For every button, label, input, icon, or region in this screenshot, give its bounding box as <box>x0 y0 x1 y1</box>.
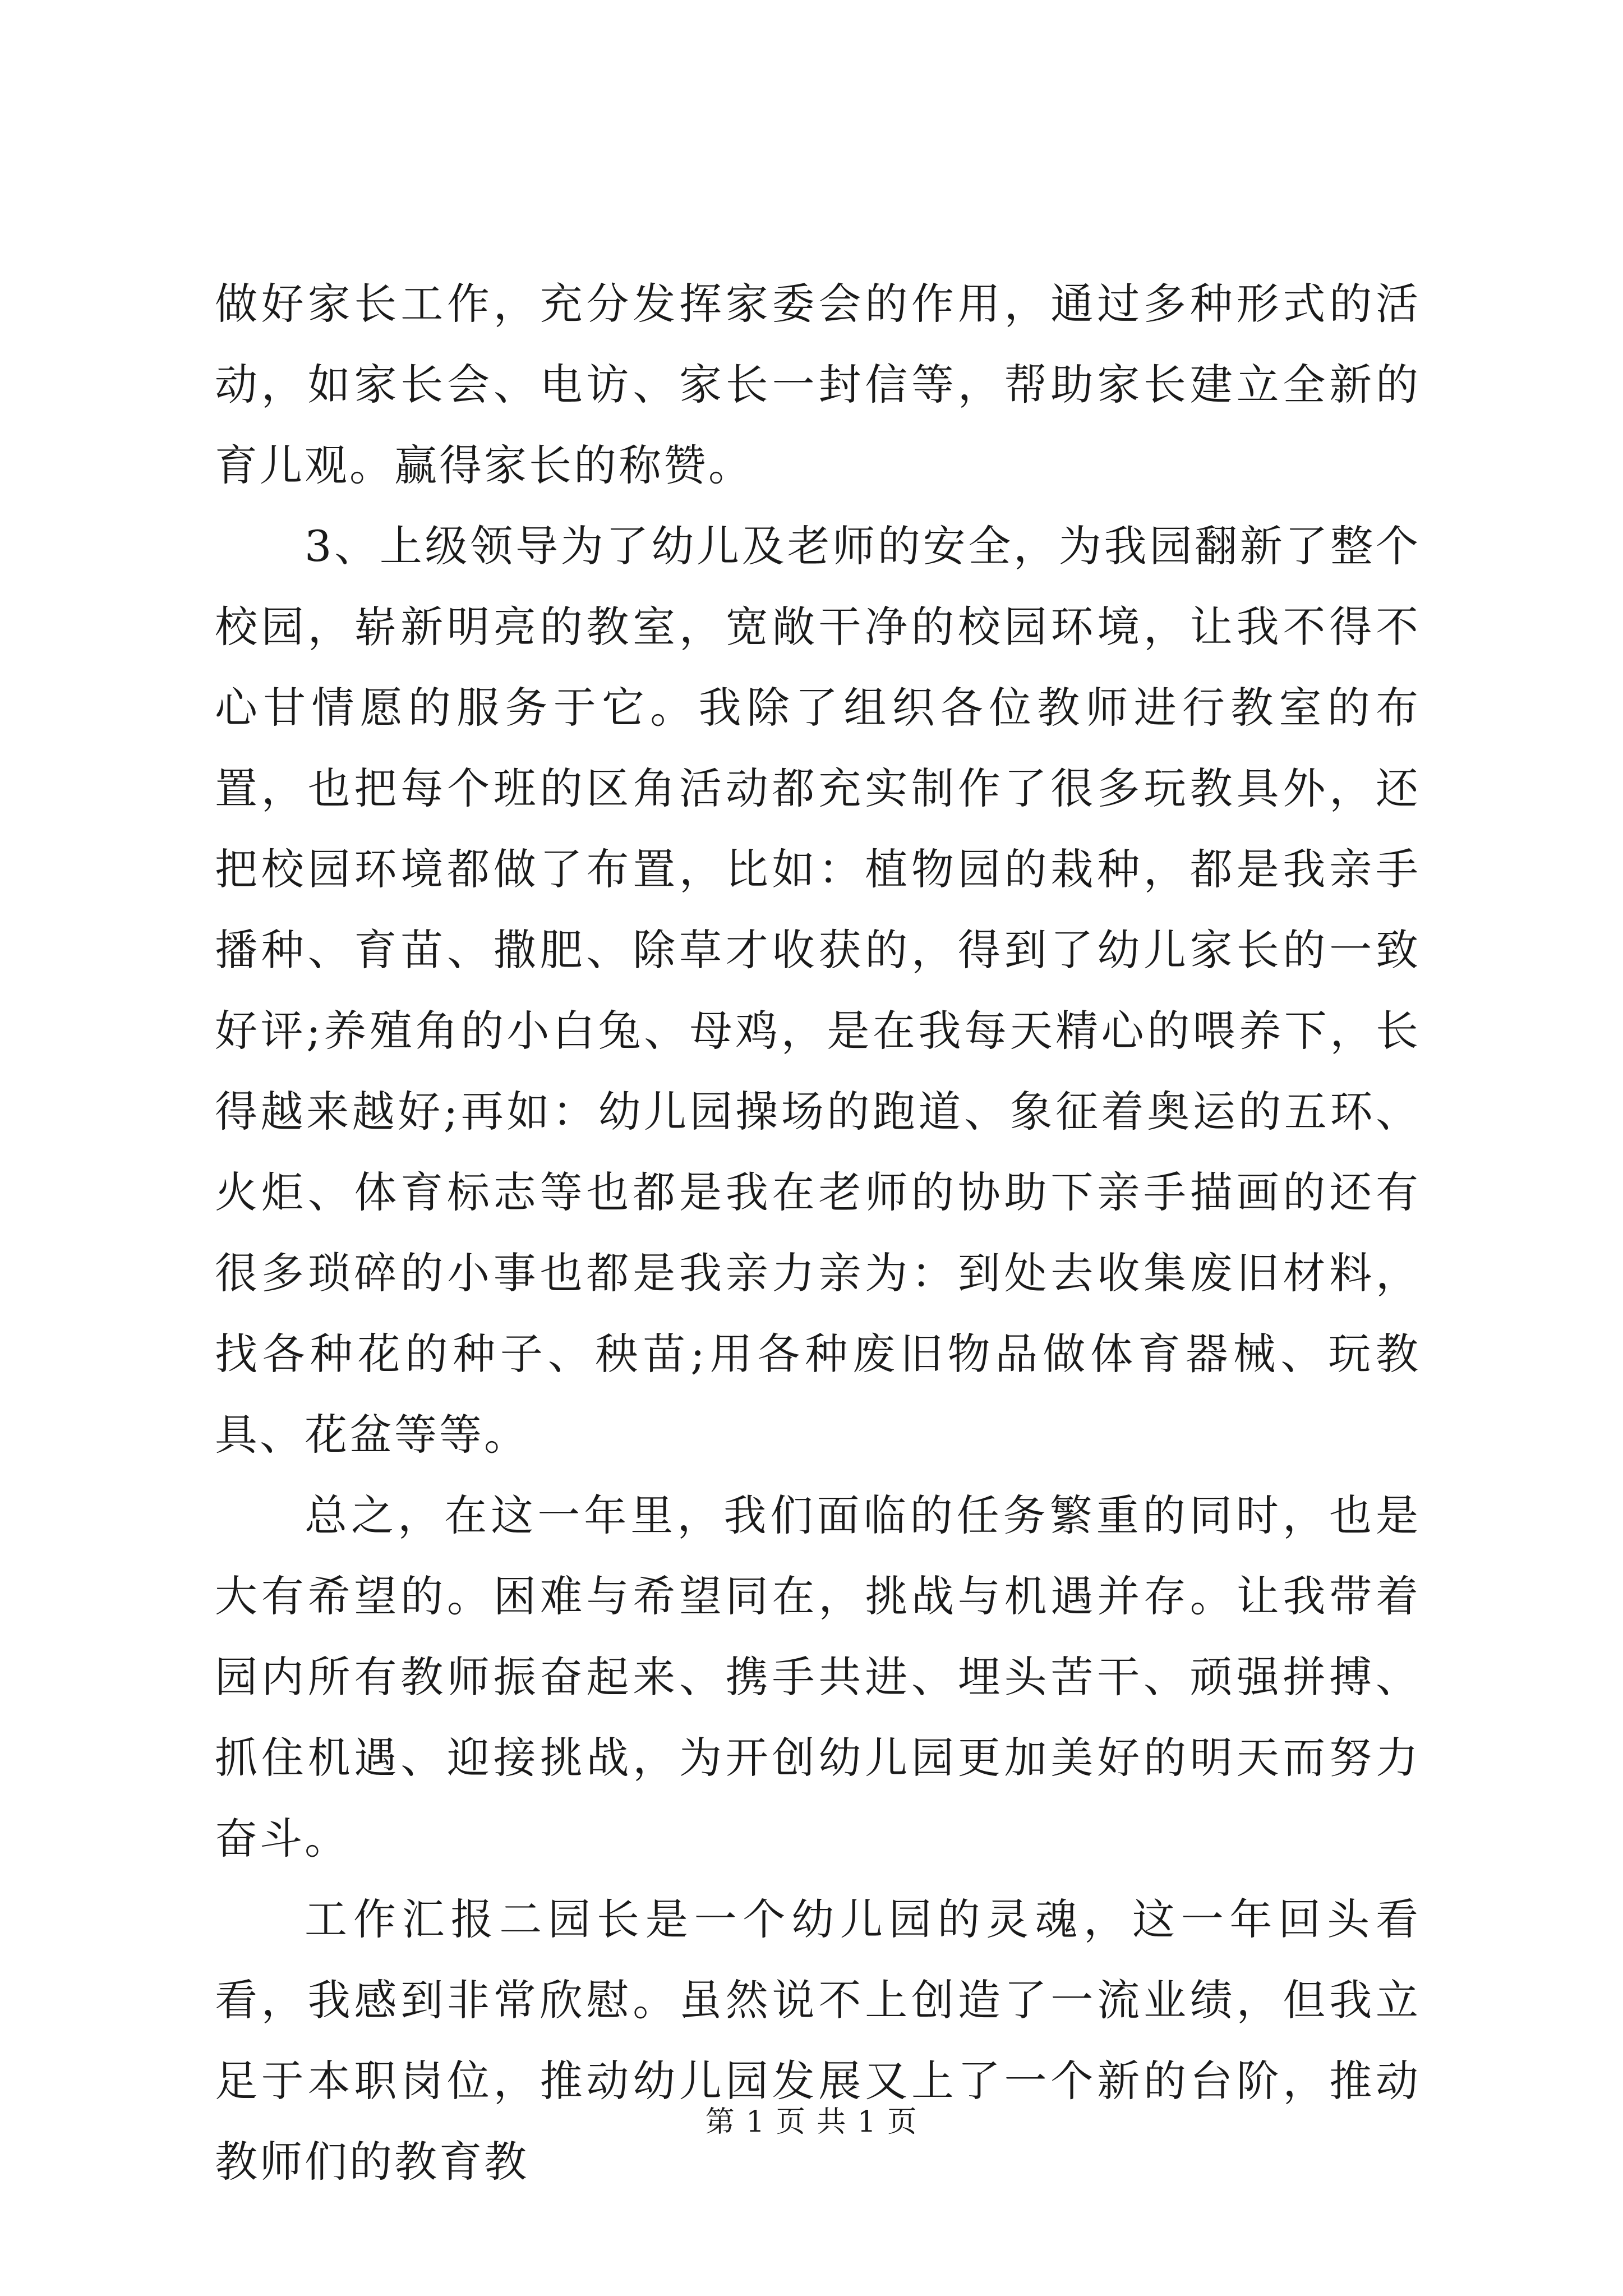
paragraph-4: 工作汇报二园长是一个幼儿园的灵魂，这一年回头看看，我感到非常欣慰。虽然说不上创造了一流业绩，但我立足于本职岗位，推动幼儿园发展又上了一个新的台阶，推动教师们的教育教 <box>215 1894 1421 2187</box>
document-body <box>215 264 1421 2202</box>
paragraph-3: 总之，在这一年里，我们面临的任务繁重的同时，也是大有希望的。困难与希望同在，挑战与机遇并存。让我带着园内所有教师振奋起来、携手共进、埋头苦干、顽强拼搏、抓住机遇、迎接挑战，为开创幼儿园更加美好的明天而努力奋斗。 <box>215 1490 1421 1864</box>
page-footer: 第 1 页 共 1 页 <box>705 2105 918 2139</box>
paragraph-1: 做好家长工作，充分发挥家委会的作用，通过多种形式的活动，如家长会、电访、家长一封信等，帮助家长建立全新的育儿观。赢得家长的称赞。 <box>215 279 1421 490</box>
paragraph-2: 3、上级领导为了幼儿及老师的安全，为我园翻新了整个校园，崭新明亮的教室，宽敞干净的校园环境，让我不得不心甘情愿的服务于它。我除了组织各位教师进行教室的布置，也把每个班的区角活动都充实制作了很多玩教具外，还把校园环境都做了布置，比如：植物园的栽种，都是我亲手播种、育苗、撒肥、除草才收获的，得到了幼儿家长的一致好评;养殖角的小白兔、母鸡，是在我每天精心的喂养下，长得越来越好;再如：幼儿园操场的跑道、象征着奥运的五环、火炬、体育标志等也都是我在老师的协助下亲手描画的还有很多琐碎的小事也都是我亲力亲为：到处去收集废旧材料，找各种花的种子、秧苗;用各种废旧物品做体育器械、玩教具、花盆等等。 <box>215 521 1421 1460</box>
